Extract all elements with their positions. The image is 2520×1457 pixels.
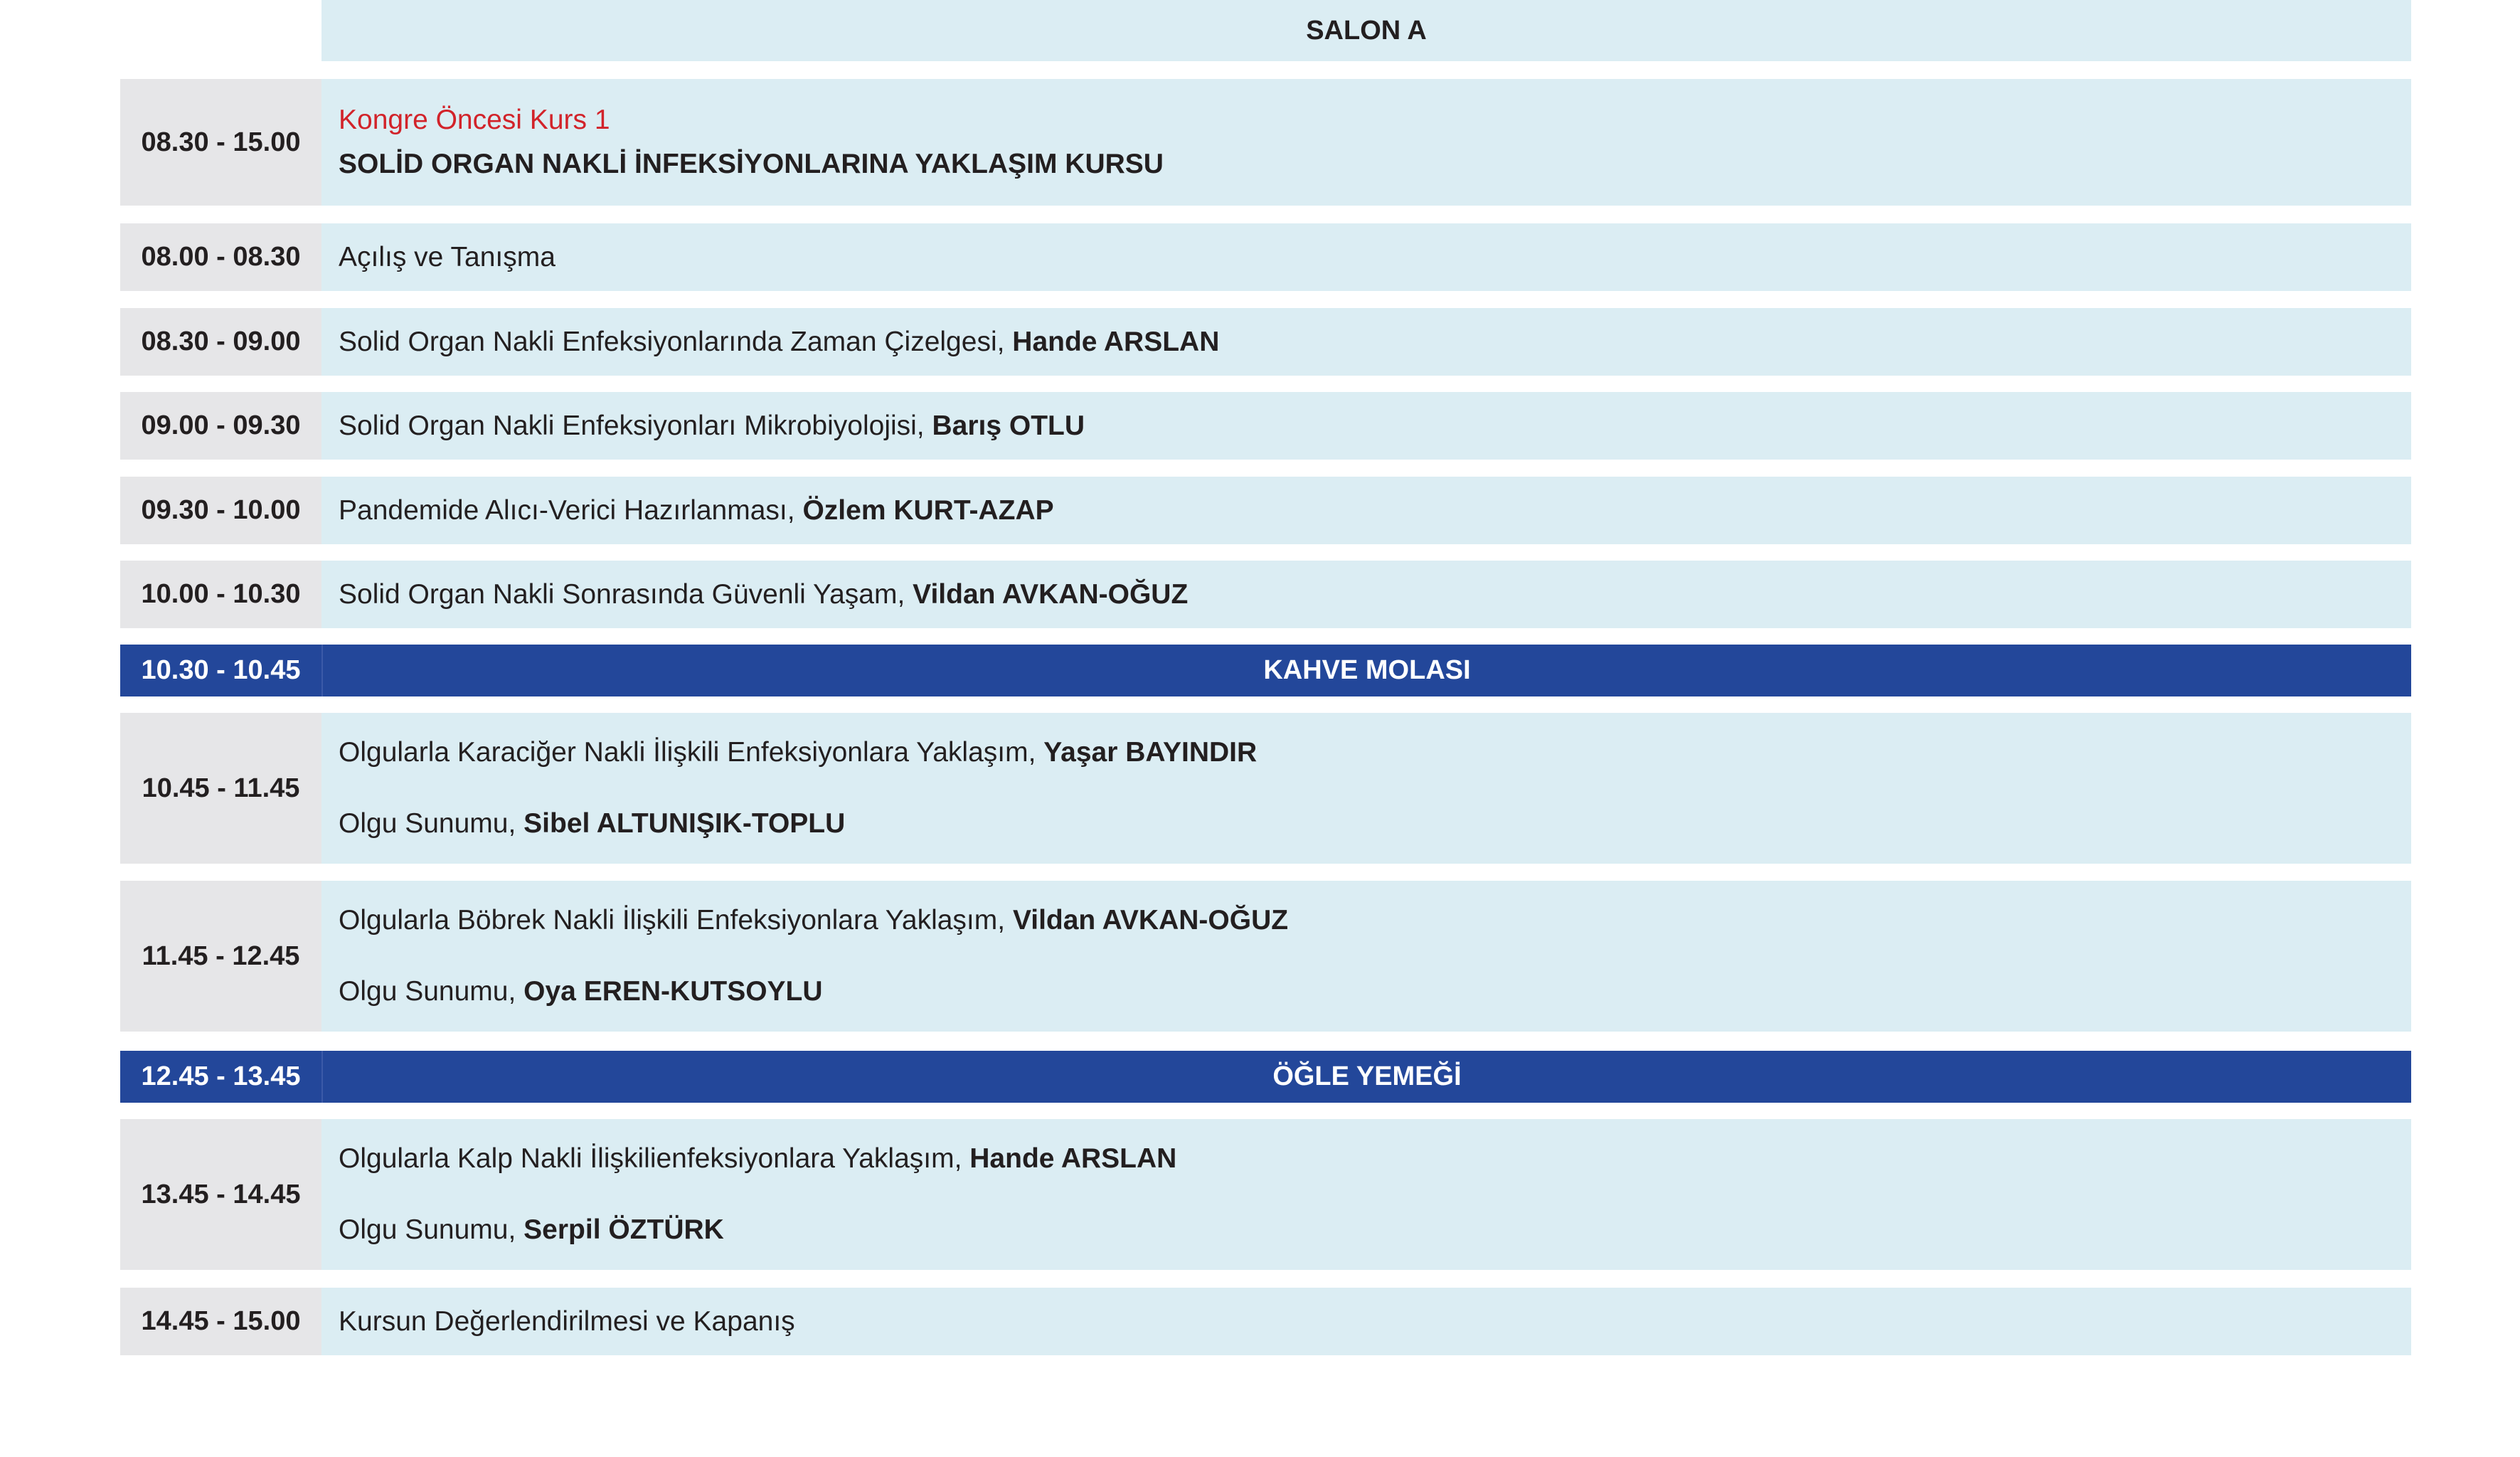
schedule-row [120, 223, 2411, 291]
content-cell [321, 392, 2411, 460]
content-cell [321, 561, 2411, 628]
session-line [339, 903, 2411, 938]
time-cell: 09.30 - 10.00 [120, 477, 321, 544]
course-label: Kongre Öncesi Kurs 1 [339, 105, 610, 135]
session-title: Olgularla Böbrek Nakli İlişkili Enfeksiyonlara Yaklaşım, [339, 905, 1006, 936]
time-cell: 08.30 - 15.00 [120, 79, 321, 206]
schedule-row [120, 881, 2411, 1032]
schedule-row [120, 79, 2411, 206]
session-line [339, 1212, 2411, 1248]
session-title: Pandemide Alıcı-Verici Hazırlanması, [339, 494, 795, 526]
salon-header [321, 0, 2411, 61]
session-line [339, 240, 2411, 275]
time-cell: 10.00 - 10.30 [120, 561, 321, 628]
session-line [339, 577, 2411, 613]
speaker-name: Oya EREN-KUTSOYLU [523, 976, 823, 1007]
schedule-row [120, 561, 2411, 628]
speaker-name: Vildan AVKAN-OĞUZ [1012, 905, 1289, 936]
time-cell: 10.45 - 11.45 [120, 713, 321, 864]
schedule-row [120, 477, 2411, 544]
session-title: Olgu Sunumu, [339, 976, 516, 1007]
time-cell: 14.45 - 15.00 [120, 1288, 321, 1355]
speaker-name: Özlem KURT-AZAP [802, 494, 1054, 526]
schedule-row [120, 1119, 2411, 1270]
session-title: Olgu Sunumu, [339, 1214, 516, 1245]
session-title: Kursun Değerlendirilmesi ve Kapanış [339, 1305, 795, 1337]
time-cell: 11.45 - 12.45 [120, 881, 321, 1032]
speaker-name: Serpil ÖZTÜRK [523, 1214, 724, 1245]
coffee-break-row [120, 645, 2411, 696]
content-cell [321, 79, 2411, 206]
session-line [339, 735, 2411, 770]
content-cell [321, 308, 2411, 376]
schedule-row [120, 308, 2411, 376]
time-cell: 13.45 - 14.45 [120, 1119, 321, 1270]
session-line [339, 806, 2411, 842]
salon-title: SALON A [1306, 15, 1427, 46]
session-line [339, 408, 2411, 444]
speaker-name: Yaşar BAYINDIR [1043, 737, 1258, 768]
schedule-row [120, 392, 2411, 460]
break-label: ÖĞLE YEMEĞİ [323, 1051, 2411, 1103]
content-cell [321, 1119, 2411, 1270]
content-cell [321, 223, 2411, 291]
session-line [339, 324, 2411, 360]
content-cell [321, 881, 2411, 1032]
course-title: SOLİD ORGAN NAKLİ İNFEKSİYONLARINA YAKLAŞIM KURSU [339, 149, 1164, 179]
speaker-name: Sibel ALTUNIŞIK-TOPLU [523, 808, 846, 839]
lunch-break-row [120, 1051, 2411, 1103]
session-title: Olgu Sunumu, [339, 808, 516, 839]
time-cell: 10.30 - 10.45 [120, 645, 323, 696]
speaker-name: Barış OTLU [932, 410, 1085, 441]
session-line [339, 493, 2411, 529]
session-title: Açılış ve Tanışma [339, 241, 555, 272]
time-cell: 08.30 - 09.00 [120, 308, 321, 376]
speaker-name: Hande ARSLAN [1012, 326, 1220, 357]
session-title: Solid Organ Nakli Sonrasında Güvenli Yaşam, [339, 578, 905, 610]
content-cell [321, 713, 2411, 864]
time-cell: 12.45 - 13.45 [120, 1051, 323, 1103]
session-line [339, 1141, 2411, 1177]
session-title: Solid Organ Nakli Enfeksiyonları Mikrobiyolojisi, [339, 410, 925, 441]
time-cell: 09.00 - 09.30 [120, 392, 321, 460]
content-cell [321, 477, 2411, 544]
schedule-row [120, 1288, 2411, 1355]
speaker-name: Vildan AVKAN-OĞUZ [913, 578, 1189, 610]
time-cell: 08.00 - 08.30 [120, 223, 321, 291]
content-cell [321, 1288, 2411, 1355]
session-line [339, 974, 2411, 1010]
break-label: KAHVE MOLASI [323, 645, 2411, 696]
session-title: Olgularla Kalp Nakli İlişkilienfeksiyonlara Yaklaşım, [339, 1143, 962, 1174]
session-line [339, 1304, 2411, 1340]
schedule-row [120, 713, 2411, 864]
session-title: Olgularla Karaciğer Nakli İlişkili Enfeksiyonlara Yaklaşım, [339, 737, 1036, 768]
session-title: Solid Organ Nakli Enfeksiyonlarında Zaman Çizelgesi, [339, 326, 1005, 357]
speaker-name: Hande ARSLAN [969, 1143, 1177, 1174]
